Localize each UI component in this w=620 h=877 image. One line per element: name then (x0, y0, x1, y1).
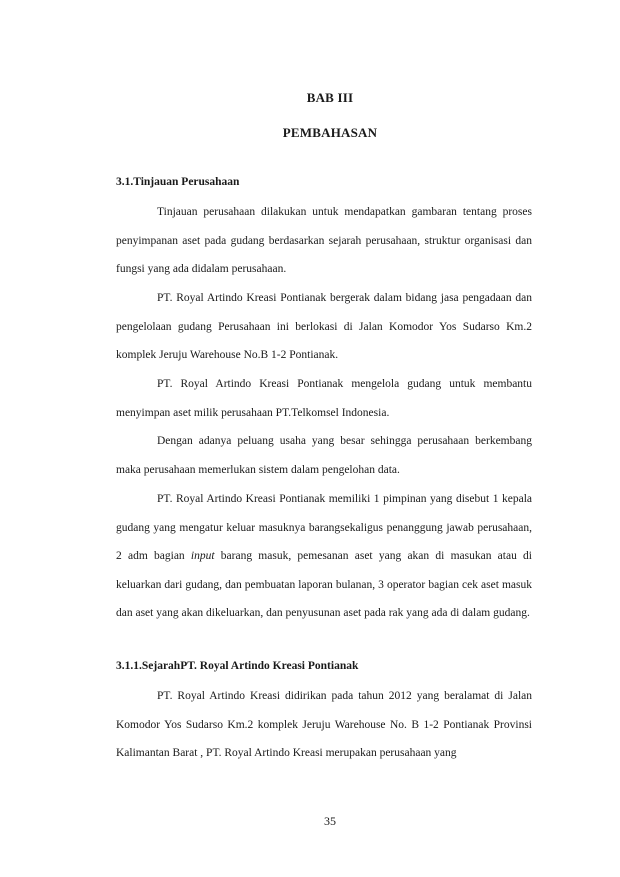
paragraph-text: PT. Royal Artindo Kreasi Pontianak memiliki 1 pimpinan yang disebut 1 kepala gudang yang mengatur keluar masuknya barangsekaligus penanggung jawab perusahaan, 2 adm bagian (116, 493, 532, 563)
paragraph: Tinjauan perusahaan dilakukan untuk mendapatkan gambaran tentang proses penyimpanan aset pada gudang berdasarkan sejarah perusahaan, struktur organisasi dan fungsi yang ada didalam perusahaan. (116, 206, 532, 276)
paragraph: Dengan adanya peluang usaha yang besar sehingga perusahaan berkembang maka perusahaan memerlukan sistem dalam pengelohan data. (116, 435, 532, 476)
paragraph: PT. Royal Artindo Kreasi Pontianak bergerak dalam bidang jasa pengadaan dan pengelolaan gudang Perusahaan ini berlokasi di Jalan Komodor Yos Sudarso Km.2 komplek Jeruju Warehouse No.B 1-2 Pontianak. (116, 292, 532, 362)
chapter-title: BAB III (306, 90, 354, 105)
paragraph: PT. Royal Artindo Kreasi Pontianak mengelola gudang untuk membantu menyimpan aset milik perusahaan PT.Telkomsel Indonesia. (116, 378, 532, 419)
page-number: 35 (324, 814, 336, 828)
section-heading: 3.1.Tinjauan Perusahaan (116, 176, 240, 188)
subsection-heading: 3.1.1.SejarahPT. Royal Artindo Kreasi Pontianak (116, 660, 359, 672)
chapter-subtitle: PEMBAHASAN (282, 125, 378, 140)
paragraph: PT. Royal Artindo Kreasi didirikan pada tahun 2012 yang beralamat di Jalan Komodor Yos Sudarso Km.2 komplek Jeruju Warehouse No. B 1-2 Pontianak Provinsi Kalimantan Barat , PT. Royal Artindo Kreasi merupakan perusahaan yang (116, 690, 532, 760)
italic-term: input (190, 550, 215, 563)
paragraph (116, 485, 532, 628)
paragraph-text: barang masuk, pemesanan aset yang akan di masukan atau di keluarkan dari gudang, dan pembuatan laporan bulanan, 3 operator bagian cek aset masuk dan aset yang akan dikeluarkan, dan penyusunan aset pada rak yang ada di dalam gudang. (116, 550, 533, 620)
